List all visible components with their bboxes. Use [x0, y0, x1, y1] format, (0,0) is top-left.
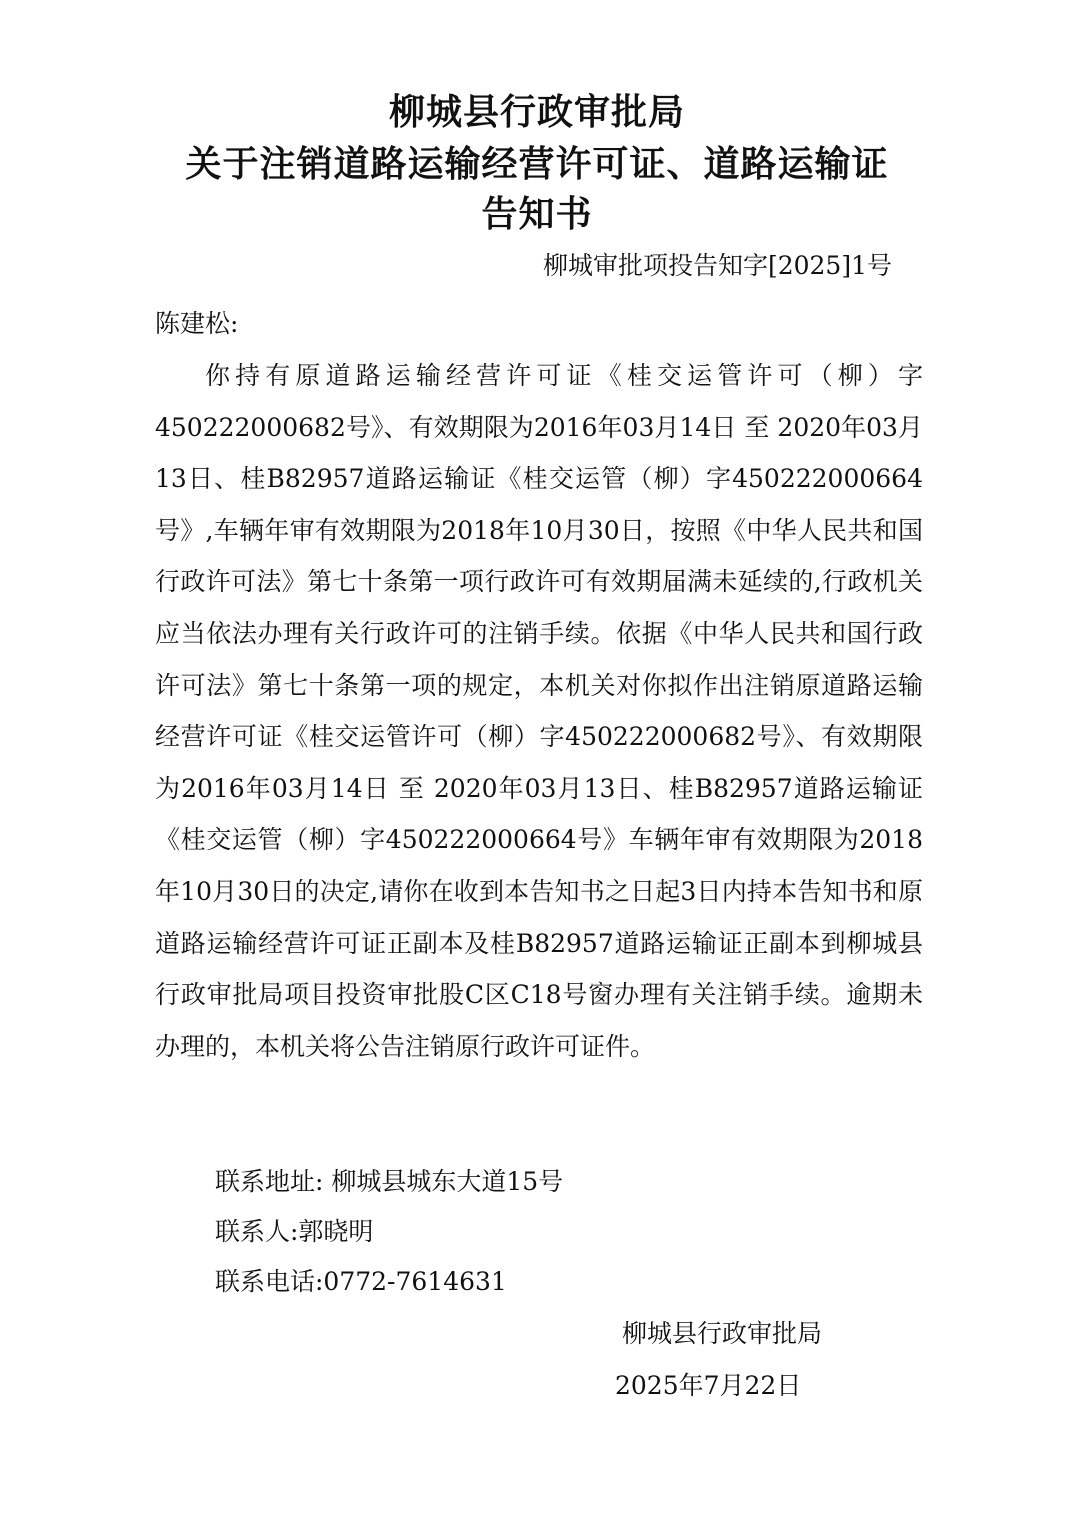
contact-person: 联系人:郭晓明 [215, 1217, 374, 1246]
document-serial-number: 柳城审批项投告知字[2025]1号 [542, 251, 892, 280]
title-issuer: 柳城县行政审批局 [388, 91, 685, 133]
signature-issuer: 柳城县行政审批局 [622, 1319, 823, 1348]
contact-address: 联系地址: 柳城县城东大道15号 [215, 1167, 564, 1196]
title-document-type: 告知书 [481, 193, 593, 235]
notice-body-paragraph: 你持有原道路运输经营许可证《桂交运管许可（柳）字450222000682号》、有效期限为2016年03月14日 至 2020年03月13日、桂B82957道路运输证《桂交运管（柳）字450222000664号》,车辆年审有效期限为2018年10月30日，按照《中华人民共和国行政许可法》第七十条第一项行政许可有效期届满未延续的,行政机关应当依法办理有关行政许可的注销手续。依据《中华人民共和国行政许可法》第七十条第一项的规定，本机关对你拟作出注销原道路运输经营许可证《桂交运管许可（柳）字450222000682号》、有效期限为2016年03月14日 至 2020年03月13日、桂B82957道路运输证《桂交运管（柳）字450222000664号》车辆年审有效期限为2018年10月30日的决定,请你在收到本告知书之日起3日内持本告知书和原道路运输经营许可证正副本及桂B82957道路运输证正副本到柳城县行政审批局项目投资审批股C区C18号窗办理有关注销手续。逾期未办理的，本机关将公告注销原行政许可证件。 [155, 361, 923, 1061]
signature-date: 2025年7月22日 [615, 1371, 802, 1400]
contact-phone: 联系电话:0772-7614631 [215, 1267, 507, 1296]
addressee: 陈建松: [155, 309, 239, 338]
title-subject: 关于注销道路运输经营许可证、道路运输证 [185, 143, 889, 185]
